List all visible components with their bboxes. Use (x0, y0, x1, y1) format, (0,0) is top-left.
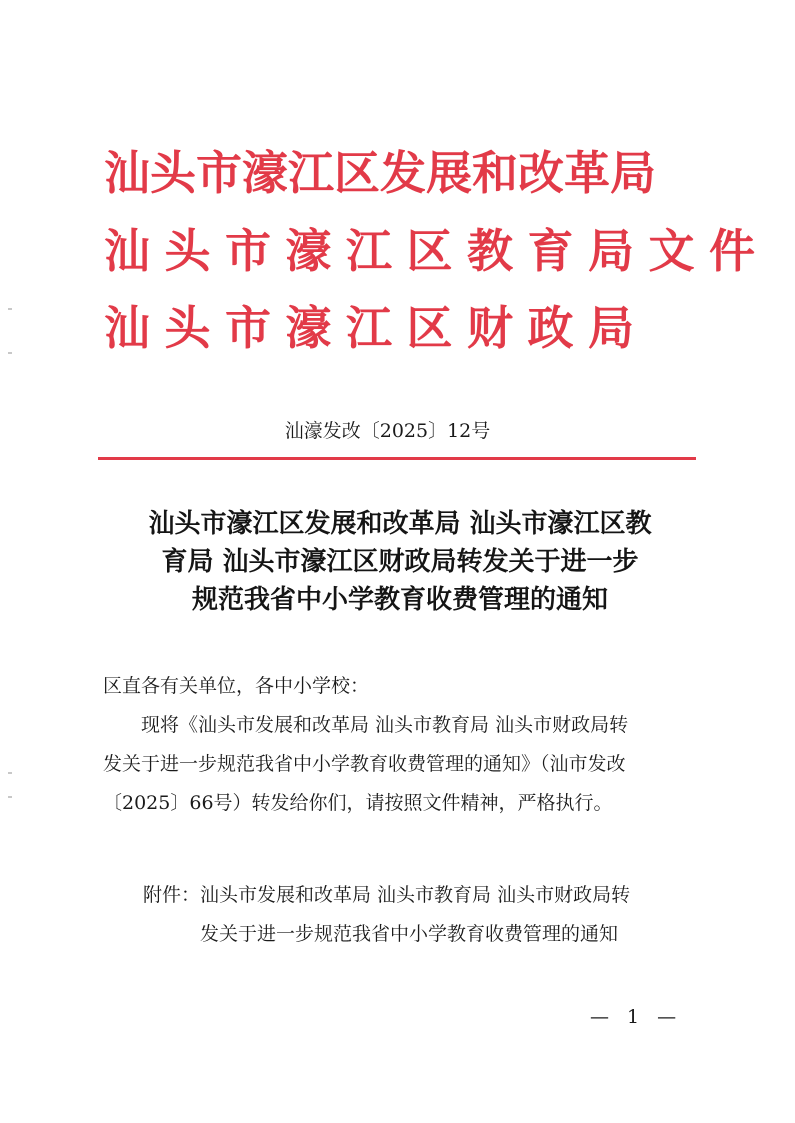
title-line: 汕头市濠江区发展和改革局 汕头市濠江区教 (148, 509, 652, 539)
attachment-text-continued: 发关于进一步规范我省中小学教育收费管理的通知 (200, 923, 619, 945)
body-paragraph (103, 706, 703, 823)
scan-margin-mark (8, 796, 12, 798)
attachment-label: 附件： (143, 884, 201, 906)
salutation: 区直各有关单位，各中小学校： (103, 675, 370, 697)
red-divider-line (98, 457, 696, 460)
paragraph-line: 〔2025〕66号）转发给你们，请按照文件精神，严格执行。 (103, 792, 613, 814)
document-number (0, 416, 795, 443)
title-line: 规范我省中小学教育收费管理的通知 (191, 585, 608, 615)
scan-margin-mark (8, 352, 12, 354)
document-title (90, 505, 710, 619)
scan-margin-mark (8, 772, 12, 774)
document-number-text: 汕濠发改〔2025〕12号 (284, 420, 491, 442)
paragraph-line: 现将《汕头市发展和改革局 汕头市教育局 汕头市财政局转 (141, 714, 629, 736)
issuer-heading-finance: 汕头市濠江区财政局 (104, 301, 649, 355)
page-number: — 1 — (590, 1006, 683, 1028)
attachment-note (143, 876, 630, 954)
title-line: 育局 汕头市濠江区财政局转发关于进一步 (161, 547, 639, 577)
issuer-heading-development-reform: 汕头市濠江区发展和改革局 (104, 146, 656, 200)
paragraph-line: 发关于进一步规范我省中小学教育收费管理的通知》（汕市发改 (103, 753, 626, 775)
issuer-heading-education: 汕头市濠江区教育局文件 (104, 224, 770, 278)
attachment-text: 汕头市发展和改革局 汕头市教育局 汕头市财政局转 (200, 884, 631, 906)
scan-margin-mark (8, 308, 12, 310)
